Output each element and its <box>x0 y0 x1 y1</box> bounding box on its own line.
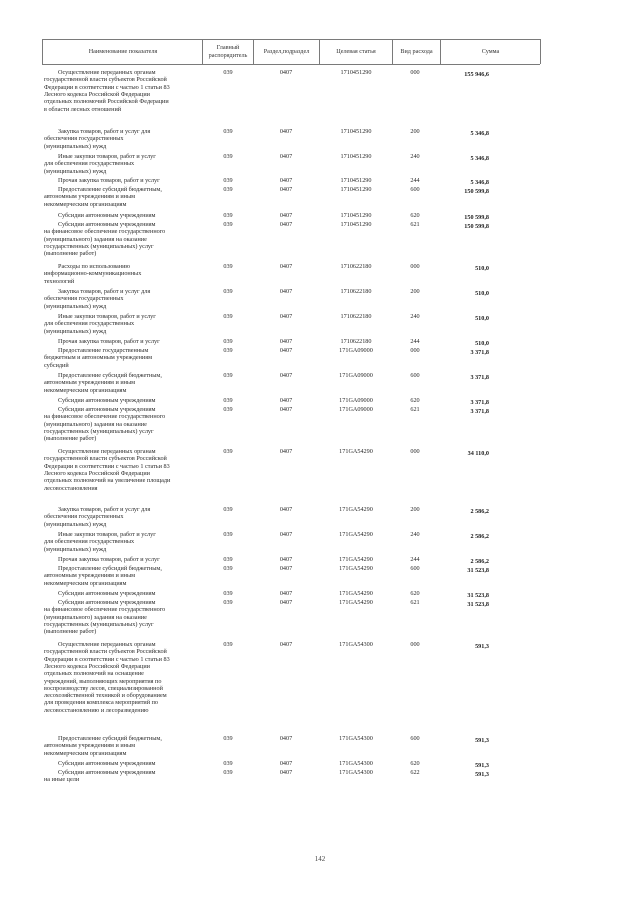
row-kind: 240 <box>410 153 420 160</box>
row-sum: 510,0 <box>475 264 489 272</box>
row-kind: 200 <box>410 128 420 135</box>
row-name-line: Субсидии автономным учреждениям <box>58 590 156 597</box>
row-admin: 039 <box>223 448 233 455</box>
row-name-line: Предоставление субсидий бюджетным, <box>58 735 162 742</box>
row-admin: 039 <box>223 599 233 606</box>
row-target: 1710622180 <box>340 338 372 345</box>
row-section: 0407 <box>279 186 293 193</box>
row-sum: 591,3 <box>475 736 489 744</box>
row-admin: 039 <box>223 347 233 354</box>
row-target: 171GA54290 <box>339 590 373 597</box>
row-admin: 039 <box>223 531 233 538</box>
row-name-line: Прочая закупка товаров, работ и услуг <box>58 338 160 345</box>
row-name-line: на финансовое обеспечение государственного <box>44 413 166 421</box>
row-name-line: Субсидии автономным учреждениям <box>58 599 156 606</box>
row-name-line: некоммерческим организациям <box>44 579 127 587</box>
row-sum: 591,3 <box>475 642 489 650</box>
header-target: Целевая статья <box>336 48 376 55</box>
row-target: 1710451290 <box>340 128 372 135</box>
row-section: 0407 <box>279 263 293 270</box>
row-name-line: Субсидии автономным учреждениям <box>58 769 156 776</box>
row-target: 1710622180 <box>340 313 372 320</box>
row-admin: 039 <box>223 372 233 379</box>
row-name-line: Осуществление переданных органам <box>58 641 156 648</box>
header-bottom-border <box>42 64 540 65</box>
row-name-line: Иные закупки товаров, работ и услуг <box>58 153 156 160</box>
header-top-border <box>42 39 540 40</box>
row-name-line: Прочая закупка товаров, работ и услуг <box>58 177 160 184</box>
row-name-line: (выполнение работ) <box>44 250 97 258</box>
row-admin: 039 <box>223 69 233 76</box>
row-kind: 240 <box>410 531 420 538</box>
row-kind: 621 <box>410 221 420 228</box>
row-kind: 200 <box>410 506 420 513</box>
row-name-line: государственной власти субъектов Российской <box>44 648 167 656</box>
row-name-line: технологий <box>44 277 75 285</box>
row-name-line: (выполнение работ) <box>44 628 97 636</box>
row-sum: 3 371,8 <box>470 398 489 406</box>
row-admin: 039 <box>223 641 233 648</box>
header-name: Наименование показателя <box>88 48 158 55</box>
row-section: 0407 <box>279 69 293 76</box>
row-kind: 200 <box>410 288 420 295</box>
row-name-line: (муниципальных) нужд <box>44 167 107 175</box>
row-admin: 039 <box>223 760 233 767</box>
row-name-line: (муниципального) задания на оказание <box>44 613 147 621</box>
row-name-line: для проведения комплекса мероприятий по <box>44 699 158 707</box>
row-admin: 039 <box>223 590 233 597</box>
row-admin: 039 <box>223 735 233 742</box>
row-target: 1710622180 <box>340 288 372 295</box>
row-name-line: на иные цели <box>44 776 80 784</box>
row-target: 1710622180 <box>340 263 372 270</box>
header-sum: Сумма <box>481 48 500 55</box>
row-target: 171GA09000 <box>339 406 373 413</box>
row-target: 171GA54290 <box>339 531 373 538</box>
row-section: 0407 <box>279 338 293 345</box>
row-admin: 039 <box>223 153 233 160</box>
row-admin: 039 <box>223 128 233 135</box>
row-name-line: государственных (муниципальных) услуг <box>44 620 154 628</box>
row-name-line: Закупка товаров, работ и услуг для <box>58 288 151 295</box>
row-section: 0407 <box>279 212 293 219</box>
row-name-line: Закупка товаров, работ и услуг для <box>58 128 151 135</box>
row-section: 0407 <box>279 397 293 404</box>
row-name-line: (муниципальных) нужд <box>44 520 107 528</box>
row-section: 0407 <box>279 177 293 184</box>
header-kind: Вид расхода <box>400 48 433 55</box>
row-target: 1710451290 <box>340 153 372 160</box>
row-section: 0407 <box>279 556 293 563</box>
row-target: 1710451290 <box>340 177 372 184</box>
row-kind: 000 <box>410 263 420 270</box>
row-name-line: Предоставление государственным <box>58 347 149 354</box>
row-name-line: отдельных полномочий на оснащение <box>44 670 144 678</box>
row-section: 0407 <box>279 448 293 455</box>
page-number: 142 <box>314 855 326 863</box>
row-name-line: на финансовое обеспечение государственного <box>44 228 166 236</box>
row-section: 0407 <box>279 641 293 648</box>
row-name-line: государственных (муниципальных) услуг <box>44 427 154 435</box>
row-kind: 620 <box>410 760 420 767</box>
row-name-line: автономным учреждениям и иным <box>44 379 136 387</box>
row-kind: 622 <box>410 769 420 776</box>
row-name-line: обеспечения государственных <box>44 135 124 143</box>
row-name-line: отдельных полномочий Российской Федерации <box>44 98 169 106</box>
row-name-line: Субсидии автономным учреждениям <box>58 760 156 767</box>
row-section: 0407 <box>279 599 293 606</box>
row-name-line: некоммерческим организациям <box>44 200 127 208</box>
row-kind: 240 <box>410 313 420 320</box>
row-name-line: субсидий <box>44 361 69 369</box>
row-sum: 591,3 <box>475 761 489 769</box>
row-name-line: на финансовое обеспечение государственного <box>44 606 166 614</box>
row-name-line: (муниципальных) нужд <box>44 545 107 553</box>
row-section: 0407 <box>279 288 293 295</box>
row-name-line: (муниципальных) нужд <box>44 327 107 335</box>
row-kind: 621 <box>410 599 420 606</box>
row-name-line: (муниципальных) нужд <box>44 142 107 150</box>
row-name-line: Закупка товаров, работ и услуг для <box>58 506 151 513</box>
row-admin: 039 <box>223 212 233 219</box>
row-admin: 039 <box>223 186 233 193</box>
row-name-line: Федерации в соответствии с частью 1 статьи 83 <box>44 655 170 663</box>
row-target: 171GA54300 <box>339 760 373 767</box>
row-name-line: (муниципального) задания на оказание <box>44 420 147 428</box>
row-section: 0407 <box>279 565 293 572</box>
row-name-line: государственной власти субъектов Российской <box>44 455 167 463</box>
row-name-line: Предоставление субсидий бюджетным, <box>58 186 162 193</box>
row-sum: 150 599,8 <box>464 213 489 221</box>
row-target: 171GA54300 <box>339 735 373 742</box>
row-sum: 150 599,8 <box>464 187 489 195</box>
row-target: 171GA54290 <box>339 599 373 606</box>
row-target: 1710451290 <box>340 69 372 76</box>
row-section: 0407 <box>279 769 293 776</box>
row-section: 0407 <box>279 590 293 597</box>
row-sum: 2 586,2 <box>470 557 489 565</box>
row-section: 0407 <box>279 760 293 767</box>
row-target: 171GA54290 <box>339 448 373 455</box>
row-name-line: бюджетным и автономным учреждениям <box>44 354 152 362</box>
row-name-line: Предоставление субсидий бюджетным, <box>58 565 162 572</box>
row-name-line: некоммерческим организациям <box>44 749 127 757</box>
row-name-line: государственных (муниципальных) услуг <box>44 242 154 250</box>
row-sum: 510,0 <box>475 339 489 347</box>
row-sum: 34 110,0 <box>467 449 489 457</box>
row-name-line: Лесного кодекса Российской Федерации <box>44 469 150 477</box>
row-admin: 039 <box>223 506 233 513</box>
header-admin-line-1: Главный <box>216 44 240 51</box>
row-kind: 600 <box>410 186 420 193</box>
row-admin: 039 <box>223 313 233 320</box>
row-target: 1710451290 <box>340 186 372 193</box>
row-name-line: для обеспечения государственных <box>44 160 135 168</box>
row-name-line: Федерации в соответствии с частью 1 статьи 83 <box>44 462 170 470</box>
row-name-line: автономным учреждениям и иным <box>44 193 136 201</box>
row-kind: 620 <box>410 397 420 404</box>
row-admin: 039 <box>223 565 233 572</box>
row-name-line: лесовосстановления <box>44 484 98 492</box>
row-kind: 600 <box>410 372 420 379</box>
row-name-line: Субсидии автономным учреждениям <box>58 397 156 404</box>
row-target: 171GA54300 <box>339 769 373 776</box>
row-name-line: Предоставление субсидий бюджетным, <box>58 372 162 379</box>
row-admin: 039 <box>223 338 233 345</box>
row-admin: 039 <box>223 556 233 563</box>
row-target: 171GA54290 <box>339 556 373 563</box>
row-kind: 000 <box>410 347 420 354</box>
row-name-line: государственной власти субъектов Российской <box>44 76 167 84</box>
row-name-line: (муниципального) задания на оказание <box>44 235 147 243</box>
row-kind: 244 <box>410 556 420 563</box>
row-target: 1710451290 <box>340 221 372 228</box>
row-section: 0407 <box>279 153 293 160</box>
row-admin: 039 <box>223 221 233 228</box>
row-admin: 039 <box>223 288 233 295</box>
row-section: 0407 <box>279 406 293 413</box>
row-name-line: информационно-коммуникационных <box>44 270 142 278</box>
row-name-line: Осуществление переданных органам <box>58 448 156 455</box>
row-sum: 31 523,8 <box>467 566 489 574</box>
row-name-line: (муниципальных) нужд <box>44 302 107 310</box>
header-right-border <box>540 39 541 64</box>
row-name-line: автономным учреждениям и иным <box>44 742 136 750</box>
row-admin: 039 <box>223 397 233 404</box>
row-name-line: Лесного кодекса Российской Федерации <box>44 662 150 670</box>
row-name-line: некоммерческим организациям <box>44 386 127 394</box>
row-name-line: лесохозяйственной техникой и оборудованием <box>44 692 167 700</box>
row-target: 171GA54300 <box>339 641 373 648</box>
row-section: 0407 <box>279 372 293 379</box>
row-section: 0407 <box>279 221 293 228</box>
row-name-line: обеспечения государственных <box>44 295 124 303</box>
row-kind: 620 <box>410 212 420 219</box>
row-kind: 621 <box>410 406 420 413</box>
row-name-line: Субсидии автономным учреждениям <box>58 221 156 228</box>
row-sum: 2 586,2 <box>470 532 489 540</box>
row-section: 0407 <box>279 347 293 354</box>
row-sum: 31 523,8 <box>467 600 489 608</box>
row-kind: 244 <box>410 177 420 184</box>
row-section: 0407 <box>279 735 293 742</box>
row-section: 0407 <box>279 531 293 538</box>
row-name-line: Субсидии автономным учреждениям <box>58 406 156 413</box>
row-name-line: автономным учреждениям и иным <box>44 572 136 580</box>
row-name-line: отдельных полномочий на увеличение площади <box>44 477 171 485</box>
row-sum: 5 346,8 <box>470 178 489 186</box>
row-name-line: (выполнение работ) <box>44 435 97 443</box>
row-name-line: учреждений, выполняющих мероприятия по <box>44 677 162 685</box>
row-name-line: Иные закупки товаров, работ и услуг <box>58 313 156 320</box>
row-sum: 5 346,8 <box>470 154 489 162</box>
row-kind: 600 <box>410 735 420 742</box>
row-target: 171GA09000 <box>339 347 373 354</box>
row-sum: 155 946,6 <box>464 70 489 78</box>
row-kind: 620 <box>410 590 420 597</box>
row-sum: 5 346,8 <box>470 129 489 137</box>
row-sum: 591,3 <box>475 770 489 778</box>
row-name-line: Иные закупки товаров, работ и услуг <box>58 531 156 538</box>
header-admin-line-2: распорядитель <box>208 52 248 59</box>
row-sum: 150 599,8 <box>464 222 489 230</box>
row-kind: 600 <box>410 565 420 572</box>
header-section: Раздел,подраздел <box>263 48 310 55</box>
row-name-line: лесовосстановлению и лесоразведению <box>44 706 149 714</box>
row-name-line: Прочая закупка товаров, работ и услуг <box>58 556 160 563</box>
row-name-line: в области лесных отношений <box>44 105 122 113</box>
row-name-line: для обеспечения государственных <box>44 538 135 546</box>
row-target: 1710451290 <box>340 212 372 219</box>
row-kind: 000 <box>410 641 420 648</box>
row-target: 171GA54290 <box>339 506 373 513</box>
row-name-line: Расходы по использованию <box>58 263 131 270</box>
row-kind: 244 <box>410 338 420 345</box>
row-name-line: воспроизводству лесов, специализированной <box>44 684 163 692</box>
row-name-line: Осуществление переданных органам <box>58 69 156 76</box>
row-name-line: Федерации в соответствии с частью 1 статьи 83 <box>44 83 170 91</box>
row-name-line: для обеспечения государственных <box>44 320 135 328</box>
row-sum: 3 371,8 <box>470 407 489 415</box>
row-kind: 000 <box>410 69 420 76</box>
header-left-border <box>42 39 43 64</box>
row-admin: 039 <box>223 769 233 776</box>
row-target: 171GA54290 <box>339 565 373 572</box>
row-name-line: обеспечения государственных <box>44 513 124 521</box>
row-sum: 3 371,8 <box>470 373 489 381</box>
row-admin: 039 <box>223 406 233 413</box>
row-sum: 2 586,2 <box>470 507 489 515</box>
row-sum: 31 523,8 <box>467 591 489 599</box>
row-kind: 000 <box>410 448 420 455</box>
row-name-line: Субсидии автономным учреждениям <box>58 212 156 219</box>
row-target: 171GA09000 <box>339 372 373 379</box>
row-name-line: Лесного кодекса Российской Федерации <box>44 90 150 98</box>
row-sum: 510,0 <box>475 314 489 322</box>
row-section: 0407 <box>279 128 293 135</box>
row-target: 171GA09000 <box>339 397 373 404</box>
row-sum: 3 371,8 <box>470 348 489 356</box>
row-sum: 510,0 <box>475 289 489 297</box>
row-admin: 039 <box>223 177 233 184</box>
row-admin: 039 <box>223 263 233 270</box>
row-section: 0407 <box>279 506 293 513</box>
row-section: 0407 <box>279 313 293 320</box>
